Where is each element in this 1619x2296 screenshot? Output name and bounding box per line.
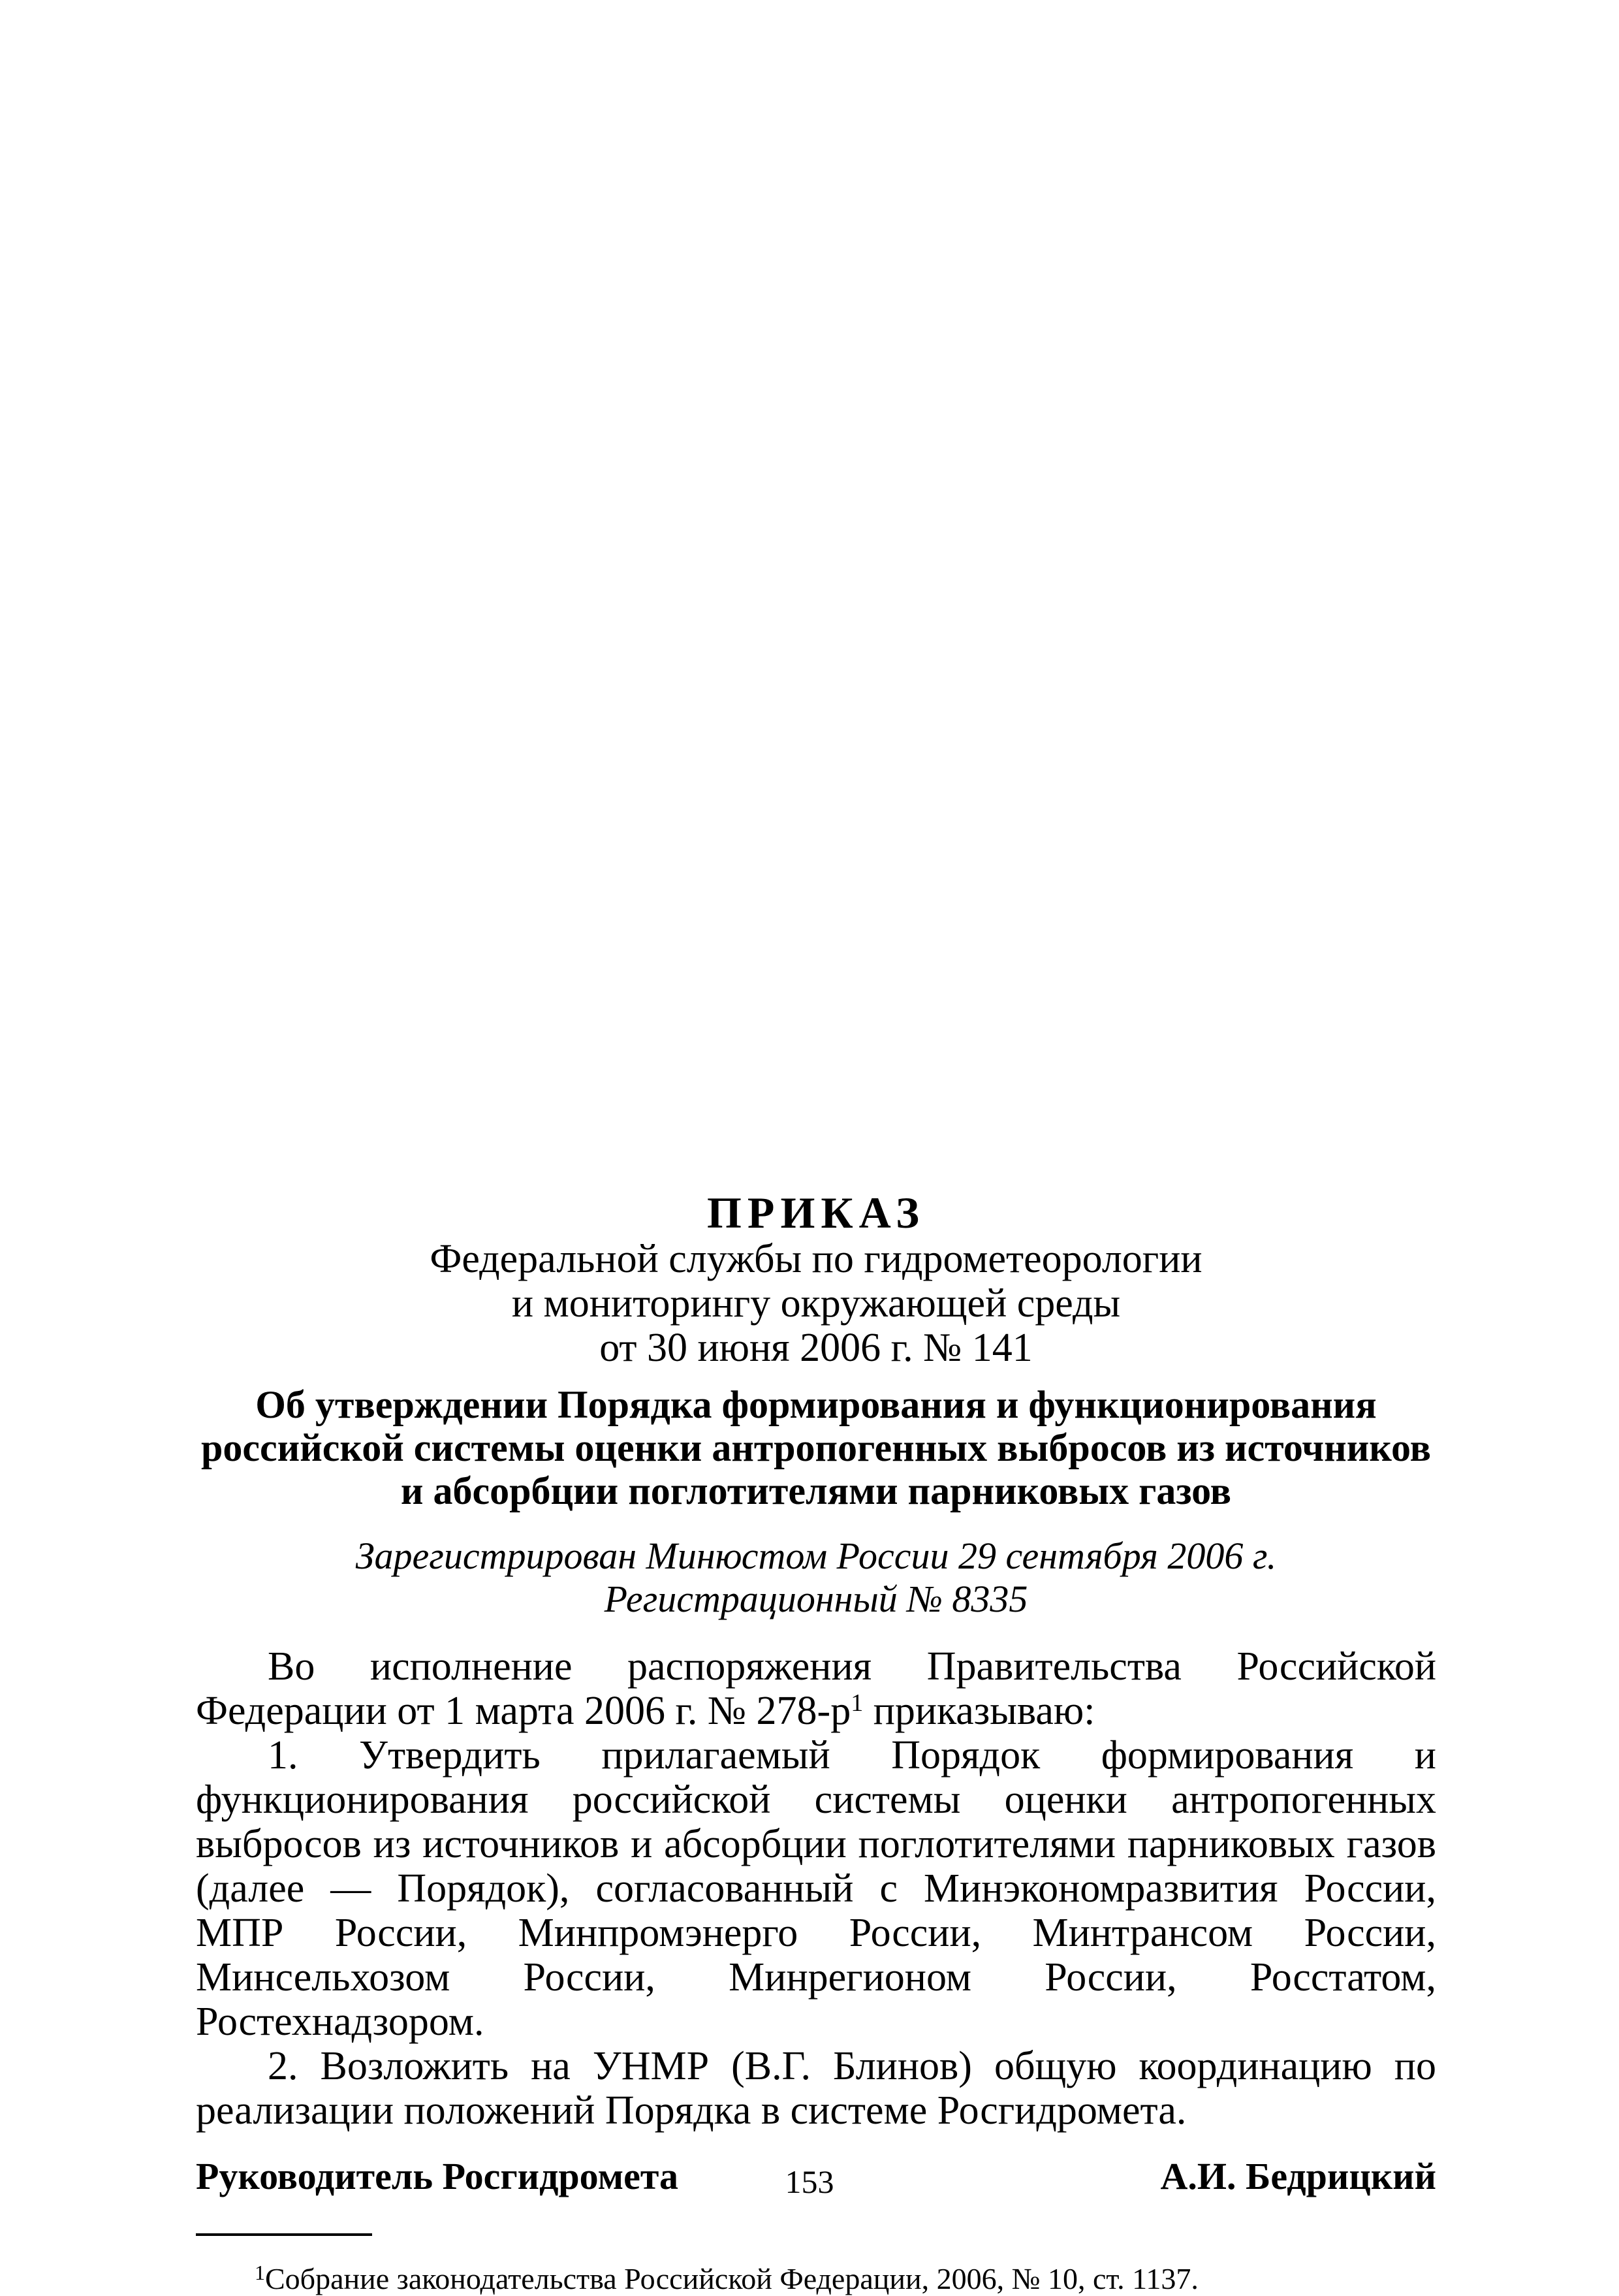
page-number: 153 bbox=[785, 2163, 834, 2200]
order-item-1: 1. Утвердить прилагаемый Порядок формирования и функционирования российской системы оценки антропогенных выбросов из источников и абсорбции поглотителями парниковых газов (далее — Порядок), согласованный с Минэкономразвития России, МПР России, Минпромэнерго России, Минтрансом России, Минсельхозом России, Минрегионом России, Росстатом, Ростехнадзором. bbox=[196, 1733, 1436, 2044]
issuer-line-2: и мониторингу окружающей среды bbox=[511, 1281, 1121, 1326]
document-title bbox=[196, 1383, 1436, 1512]
footnote-separator bbox=[196, 2233, 372, 2236]
document-type-heading: ПРИКАЗ bbox=[707, 1188, 925, 1237]
signatory-position: Руководитель Росгидромета bbox=[196, 2155, 679, 2197]
footnote-text: Собрание законодательства Российской Федерации, 2006, № 10, ст. 1137. bbox=[265, 2262, 1199, 2295]
order-item-2: 2. Возложить на УНМР (В.Г. Блинов) общую координацию по реализации положений Порядка в системе Росгидромета. bbox=[196, 2044, 1436, 2133]
intro-footnote-mark: 1 bbox=[851, 1689, 864, 1717]
document-title-line-2: российской системы оценки антропогенных выбросов из источников bbox=[201, 1426, 1431, 1469]
order-text bbox=[196, 1644, 1436, 2133]
intro-paragraph bbox=[196, 1644, 1436, 1733]
issuer-line-1: Федеральной службы по гидрометеорологии bbox=[430, 1237, 1202, 1281]
intro-text-part-1: Во исполнение распоряжения Правительства Российской Федерации от 1 марта 2006 г. № 278-р bbox=[196, 1644, 1436, 1733]
document-title-line-3: и абсорбции поглотителями парниковых газов bbox=[400, 1469, 1232, 1512]
signatory-name: А.И. Бедрицкий bbox=[1160, 2155, 1436, 2197]
registration-line-1: Зарегистрирован Минюстом России 29 сентября 2006 г. bbox=[355, 1535, 1277, 1577]
registration-line-2: Регистрационный № 8335 bbox=[604, 1578, 1028, 1620]
intro-text-part-2: приказываю: bbox=[863, 1689, 1095, 1733]
footnote-mark: 1 bbox=[255, 2260, 265, 2284]
registration-note bbox=[196, 1535, 1436, 1621]
footnote bbox=[255, 2262, 1436, 2296]
document-title-line-1: Об утверждении Порядка формирования и функционирования bbox=[255, 1383, 1377, 1426]
document-body bbox=[196, 1188, 1436, 2296]
document-date-number: от 30 июня 2006 г. № 141 bbox=[599, 1326, 1033, 1370]
